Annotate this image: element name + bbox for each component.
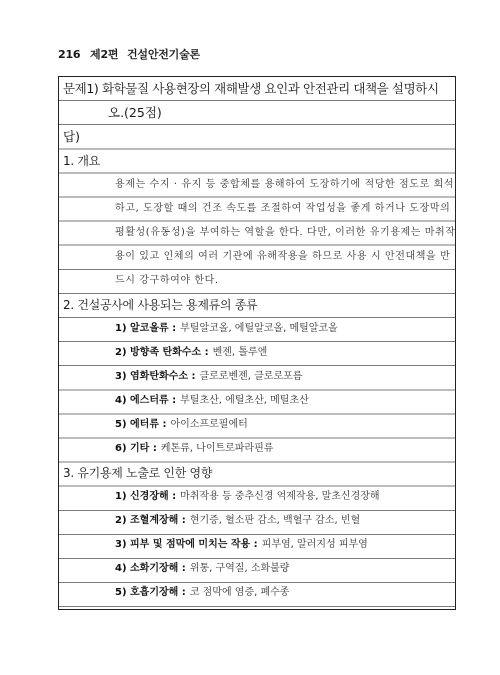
item-term: 에터류 [130,419,159,430]
list-item: 2) 방향족 탄화수소 : 벤젠, 톨루엔 [115,347,268,358]
item-term: 소화기장해 [130,563,179,574]
item-description: 코 점막에 염증, 폐수종 [189,587,290,598]
list-item: 4) 소화기장해 : 위통, 구역질, 소화불량 [115,563,290,574]
paragraph-line: 용이 있고 인체의 여러 기관에 유해작용을 하므로 사용 시 안전대책을 반 [115,251,451,262]
item-term: 기타 [130,443,150,454]
section-heading: 2. 건설공사에 사용되는 용제류의 종류 [63,298,258,312]
list-item: 3) 피부 및 점막에 미치는 작용 : 피부염, 알러지성 피부염 [115,539,368,550]
item-number: 5) [115,587,127,598]
item-description: 아이소프로필에터 [170,419,248,430]
item-number: 5) [115,419,127,430]
item-term: 염화탄화수소 [130,371,188,382]
item-term: 호흡기장해 [130,587,179,598]
item-number: 3) [115,371,127,382]
item-term: 신경장해 [130,491,169,502]
part-label: 제2편 [90,48,119,61]
answer-label: 답) [63,129,80,144]
item-term: 방향족 탄화수소 [130,347,202,358]
list-item: 5) 에터류 : 아이소프로필에터 [115,419,248,430]
list-item: 2) 조혈계장해 : 현기증, 혈소판 감소, 백혈구 감소, 빈혈 [115,515,361,526]
section-heading: 3. 유기용제 노출로 인한 영향 [63,466,213,480]
list-item: 1) 신경장해 : 마취작용 등 중추신경 억제작용, 말초신경장해 [115,491,380,502]
item-term: 피부 및 점막에 미치는 작용 [130,539,251,550]
paragraph-line: 용제는 수지 · 유지 등 중합체를 용해하여 도장하기에 적당한 점도로 희석 [115,179,455,190]
item-description: 클로로벤젠, 클로로포름 [199,371,303,382]
item-term: 조혈계장해 [130,515,179,526]
chapter-title: 건설안전기술론 [126,48,200,61]
list-item: 3) 염화탄화수소 : 클로로벤젠, 클로로포름 [115,371,303,382]
item-number: 2) [115,347,127,358]
item-term: 에스터류 [130,395,169,406]
item-description: 피부염, 알러지성 피부염 [261,539,368,550]
list-item: 5) 호흡기장해 : 코 점막에 염증, 폐수종 [115,587,290,598]
item-number: 3) [115,539,127,550]
item-term: 알코올류 [130,323,169,334]
item-number: 4) [115,563,127,574]
item-description: 부틸알코올, 에틸알코올, 메틸알코올 [180,323,338,334]
page-number: 216 [58,48,81,61]
item-description: 케톤류, 나이트로파라핀류 [160,443,274,454]
item-number: 1) [115,323,127,334]
item-number: 6) [115,443,127,454]
answer-sheet [58,76,456,610]
item-number: 4) [115,395,127,406]
question-line-1: 문제1) 화학물질 사용현장의 재해발생 요인과 안전관리 대책을 설명하시 [63,81,439,96]
list-item: 6) 기타 : 케톤류, 나이트로파라핀류 [115,443,274,454]
item-number: 2) [115,515,127,526]
section-heading: 1. 개요 [63,154,100,168]
list-item: 4) 에스터류 : 부틸초산, 에틸초산, 메틸초산 [115,395,309,406]
item-description: 부틸초산, 에틸초산, 메틸초산 [180,395,309,406]
item-description: 벤젠, 톨루엔 [212,347,268,358]
item-description: 현기증, 혈소판 감소, 백혈구 감소, 빈혈 [189,515,361,526]
list-item: 1) 알코올류 : 부틸알코올, 에틸알코올, 메틸알코올 [115,323,338,334]
page-header [58,46,200,62]
paragraph-line: 평활성(유동성)을 부여하는 역할을 한다. 다만, 이러한 유기용제는 마취작 [115,227,456,238]
paragraph-line: 하고, 도장할 때의 건조 속도를 조절하여 작업성을 좋게 하거나 도장막의 [115,203,451,214]
item-description: 마취작용 등 중추신경 억제작용, 말초신경장해 [180,491,380,502]
question-line-2: 오.(25점) [108,105,162,120]
item-description: 위통, 구역질, 소화불량 [189,563,290,574]
item-number: 1) [115,491,127,502]
paragraph-line: 드시 강구하여야 한다. [115,275,219,286]
